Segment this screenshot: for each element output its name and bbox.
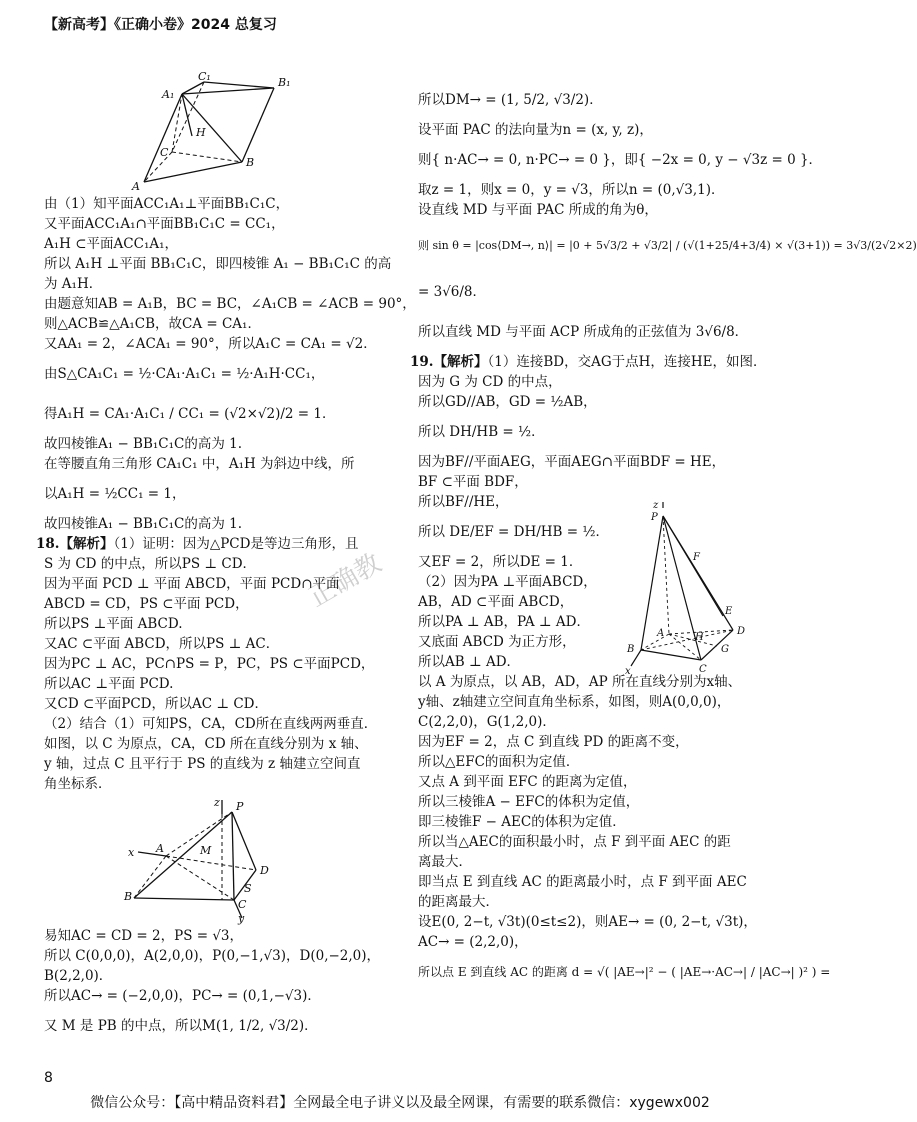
text-line: 因为平面 PCD ⊥ 平面 ABCD，平面 PCD∩平面 xyxy=(44,576,340,592)
text-line: C(2,2,0)，G(1,2,0)． xyxy=(418,714,556,730)
text-line: 由S△CA₁C₁ = ½·CA₁·A₁C₁ = ½·A₁H·CC₁， xyxy=(44,366,325,382)
fig2-label: B xyxy=(123,890,132,903)
fig3-label: z xyxy=(653,500,659,511)
text-line: 因为BF//平面AEG，平面AEG∩平面BDF = HE， xyxy=(418,454,726,470)
text-line: 即当点 E 到直线 AC 的距离最小时，点 F 到平面 AEC xyxy=(418,874,747,890)
text-line: 则 sin θ = |cos⟨DM→, n⟩| = |0 + 5√3/2 + √3/2| / (√(1+25/4+3/4) × √(3+1)) = 3√3/(2√2×2) xyxy=(418,239,917,252)
text-line: 以 A 为原点，以 AB，AD，AP 所在直线分别为x轴、 xyxy=(418,674,742,690)
text-line: 所以DM→ = (1, 5/2, √3/2)． xyxy=(418,92,603,108)
text-line: 在等腰直角三角形 CA₁C₁ 中，A₁H 为斜边中线，所 xyxy=(44,456,355,472)
text-line: 又点 A 到平面 EFC 的距离为定值， xyxy=(418,774,637,790)
fig2-label: x xyxy=(127,846,134,859)
analysis-tag: 【解析】 xyxy=(433,354,488,370)
footer: 微信公众号：【高中精品资料君】全网最全电子讲义以及最全网课，有需要的联系微信：xygewx002 xyxy=(90,1095,710,1111)
text-line: 所以△EFC的面积为定值． xyxy=(418,754,580,770)
fig1-label: C xyxy=(159,146,168,159)
fig2-label: A xyxy=(155,842,164,855)
text-line: ABCD = CD，PS ⊂平面 PCD， xyxy=(44,596,249,612)
fig2-label: C xyxy=(237,898,246,911)
text-line: 故四棱锥A₁ − BB₁C₁C的高为 1. xyxy=(44,436,243,452)
text-line: 又AA₁ = 2，∠ACA₁ = 90°，所以A₁C = CA₁ = √2． xyxy=(44,336,377,352)
text-line: 所以PA ⊥ AB，PA ⊥ AD． xyxy=(418,614,590,630)
text-line: 的距离最大． xyxy=(418,894,499,910)
q19-part-with-figure xyxy=(418,372,763,677)
fig3-label: x xyxy=(625,666,631,677)
page-number: 8 xyxy=(44,1070,53,1086)
text-line: 所以PS ⊥平面 ABCD. xyxy=(44,616,183,632)
text-line: S 为 CD 的中点，所以PS ⊥ CD． xyxy=(44,556,257,572)
text-line: 所以 DH/HB = ½． xyxy=(418,424,545,440)
fig2-label: z xyxy=(213,796,220,809)
text-line: 所以AC ⊥平面 PCD. xyxy=(44,676,174,692)
text-line: 由题意知AB = A₁B，BC = BC，∠A₁CB = ∠ACB = 90°， xyxy=(44,296,416,312)
text-line: 故四棱锥A₁ − BB₁C₁C的高为 1. xyxy=(44,516,243,532)
text-line: 则△ACB≌△A₁CB，故CA = CA₁． xyxy=(44,316,261,332)
text-line: 设直线 MD 与平面 PAC 所成的角为θ， xyxy=(418,202,658,218)
text-line: BF ⊂平面 BDF， xyxy=(418,474,528,490)
text-line: 又CD ⊂平面PCD，所以AC ⊥ CD． xyxy=(44,696,269,712)
text-line: 以A₁H = ½CC₁ = 1， xyxy=(44,486,186,502)
text-line: 由（1）知平面ACC₁A₁⊥平面BB₁C₁C， xyxy=(44,196,290,212)
fig3-label: F xyxy=(693,552,700,563)
question-19-heading xyxy=(410,352,767,372)
watermark: 正确教 xyxy=(303,548,387,614)
text-line: 角坐标系． xyxy=(44,776,112,792)
text-line: 所以直线 MD 与平面 ACP 所成角的正弦值为 3√6/8． xyxy=(418,324,749,340)
text-line: B(2,2,0)． xyxy=(44,968,113,984)
fig1-label: B xyxy=(245,156,254,169)
fig1-label: A xyxy=(131,180,140,193)
text-line: 所以 A₁H ⊥平面 BB₁C₁C，即四棱锥 A₁ − BB₁C₁C 的高 xyxy=(44,256,392,272)
pyramid-square-figure xyxy=(623,500,763,676)
text-line: 设平面 PAC 的法向量为n = (x, y, z)， xyxy=(418,122,653,138)
text-line: y轴、z轴建立空间直角坐标系，如图，则A(0,0,0)， xyxy=(418,694,731,710)
text-line: 如图，以 C 为原点，CA，CD 所在直线分别为 x 轴、 xyxy=(44,736,368,752)
left-column xyxy=(36,70,416,1046)
text-line: 因为PC ⊥ AC，PC∩PS = P，PC，PS ⊂平面PCD， xyxy=(44,656,375,672)
text-line: 所以 DE/EF = DH/HB = ½． xyxy=(418,524,609,540)
fig2-label: M xyxy=(199,844,211,857)
question-number: 19. xyxy=(410,354,434,370)
text-line: 所以AC→ = (−2,0,0)，PC→ = (0,1,−√3)． xyxy=(44,988,321,1004)
text-line: 取z = 1，则x = 0，y = √3，所以n = (0,√3,1)． xyxy=(418,182,725,198)
text-line: 又EF = 2，所以DE = 1． xyxy=(418,554,583,570)
text-line: 所以点 E 到直线 AC 的距离 d = √( |AE→|² − ( |AE→·AC→| / |AC→| )² ) = xyxy=(418,965,831,979)
prism-figure xyxy=(122,70,322,193)
text-line: 离最大． xyxy=(418,854,472,870)
text-line: 则{ n·AC→ = 0, n·PC→ = 0 }，即{ −2x = 0, y − √3z = 0 }． xyxy=(418,152,823,168)
fig3-label: D xyxy=(737,626,746,637)
text-line: AB，AD ⊂平面 ABCD， xyxy=(418,594,574,610)
question-18-heading xyxy=(36,534,399,554)
fig1-label: C₁ xyxy=(197,70,211,83)
text-line: 易知AC = CD = 2，PS = √3， xyxy=(44,928,244,944)
text-line: 所以 C(0,0,0)，A(2,0,0)，P(0,−1,√3)，D(0,−2,0)， xyxy=(44,948,381,964)
fig3-label: C xyxy=(699,664,707,675)
pyramid-figure xyxy=(122,796,322,924)
fig2-label: S xyxy=(243,882,252,895)
fig3-label: B xyxy=(627,644,635,655)
text-line: 设E(0, 2−t, √3t)(0≤t≤2)，则AE→ = (0, 2−t, √3t)， xyxy=(418,914,757,930)
fig1-label: H xyxy=(195,126,206,139)
text-line: 所以GD//AB，GD = ½AB， xyxy=(418,394,597,410)
text-line: A₁H ⊂平面ACC₁A₁， xyxy=(44,236,179,252)
fig2-label: y xyxy=(237,912,244,925)
fig2-label: P xyxy=(235,800,243,813)
text-line: 又AC ⊂平面 ABCD，所以PS ⊥ AC． xyxy=(44,636,280,652)
fig3-label: A xyxy=(657,628,665,639)
fig2-label: D xyxy=(259,864,269,877)
question-number: 18. xyxy=(36,536,60,552)
text-line: （2）因为PA ⊥平面ABCD， xyxy=(418,574,597,590)
question-text: （1）连接BD，交AG于点H，连接HE，如图． xyxy=(487,354,767,370)
right-column xyxy=(410,80,917,992)
analysis-tag: 【解析】 xyxy=(59,536,114,552)
text-line: AC→ = (2,2,0)， xyxy=(418,934,528,950)
text-line: 所以AB ⊥ AD． xyxy=(418,654,521,670)
fig3-label: H xyxy=(695,632,704,643)
text-line: 又 M 是 PB 的中点，所以M(1, 1/2, √3/2)． xyxy=(44,1018,318,1034)
fig1-label: B₁ xyxy=(277,76,290,89)
fig3-label: P xyxy=(651,512,658,523)
text-line: 所以当△AEC的面积最小时，点 F 到平面 AEC 的距 xyxy=(418,834,731,850)
text-line: 即三棱锥F − AEC的体积为定值． xyxy=(418,814,626,830)
fig3-label: G xyxy=(721,644,729,655)
fig3-label: E xyxy=(725,606,733,617)
text-line: 又底面 ABCD 为正方形， xyxy=(418,634,576,650)
text-line: 因为EF = 2，点 C 到直线 PD 的距离不变， xyxy=(418,734,689,750)
text-line: = 3√6/8． xyxy=(418,284,487,300)
question-text: （1）证明：因为△PCD是等边三角形，且 xyxy=(113,536,359,552)
text-line: 所以BF//HE， xyxy=(418,494,509,510)
text-line: （2）结合（1）可知PS，CA，CD所在直线两两垂直． xyxy=(44,716,378,732)
fig1-label: A₁ xyxy=(161,88,174,101)
text-line: 又平面ACC₁A₁∩平面BB₁C₁C = CC₁， xyxy=(44,216,285,232)
text-line: 得A₁H = CA₁·A₁C₁ / CC₁ = (√2×√2)/2 = 1． xyxy=(44,406,336,422)
text-line: 因为 G 为 CD 的中点， xyxy=(418,374,562,390)
text-line: y 轴，过点 C 且平行于 PS 的直线为 z 轴建立空间直 xyxy=(44,756,361,772)
text-line: 为 A₁H． xyxy=(44,276,103,292)
page-header: 【新高考】《正确小卷》2024 总复习 xyxy=(44,17,277,33)
text-line: 所以三棱锥A − EFC的体积为定值， xyxy=(418,794,640,810)
